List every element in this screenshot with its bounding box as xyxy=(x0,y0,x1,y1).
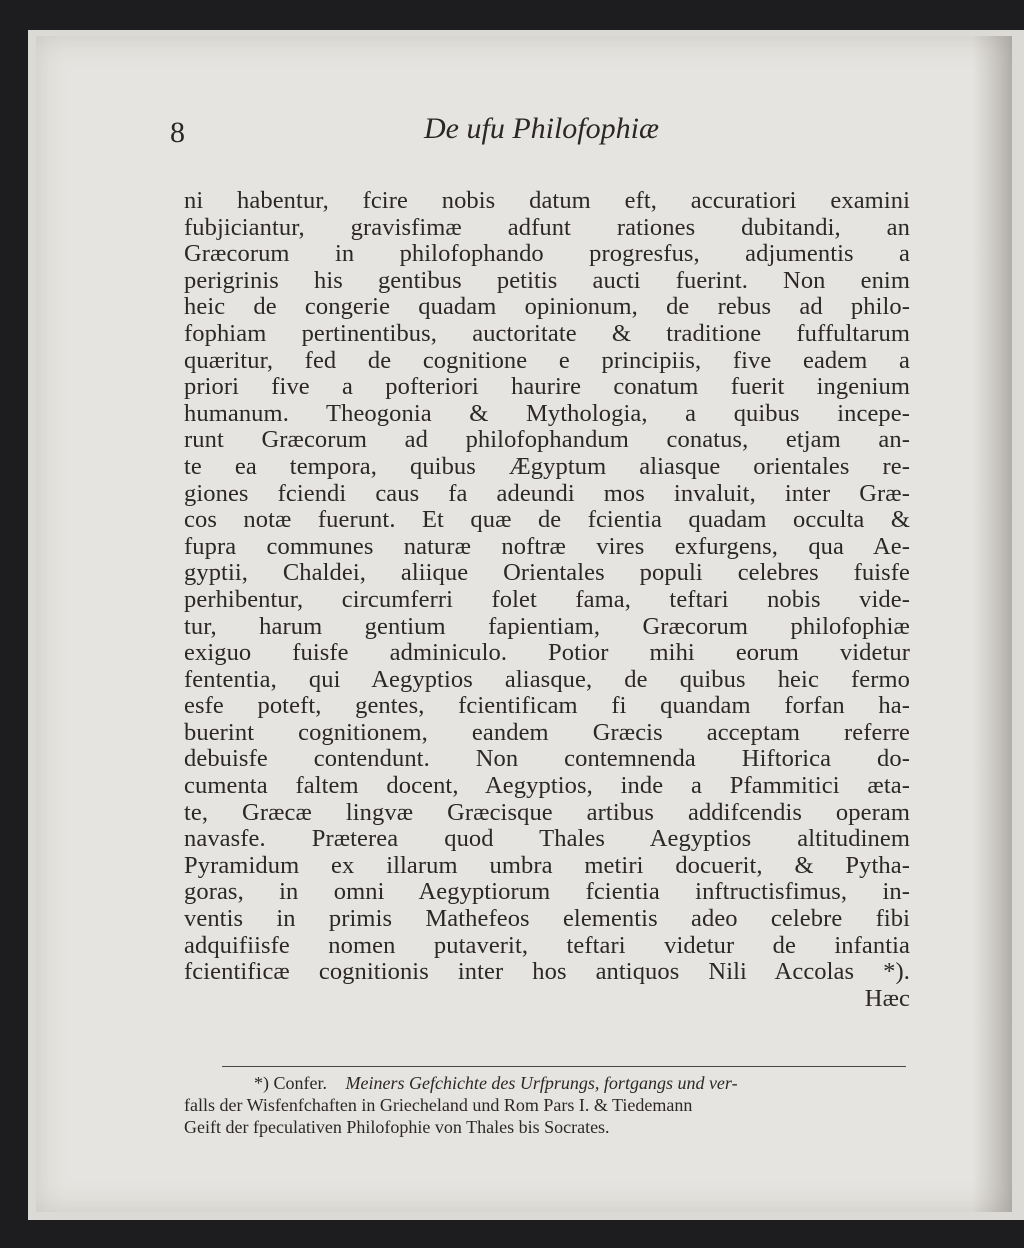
text-line: cumenta faltem docent, Aegyptios, inde a Pfammitici æta- xyxy=(184,772,910,800)
gutter-shadow xyxy=(972,36,1012,1212)
text-line: giones fciendi caus fa adeundi mos invaluit, inter Græ- xyxy=(184,479,910,507)
text-line: runt Græcorum ad philofophandum conatus, etjam an- xyxy=(184,426,910,454)
text-line: exiguo fuisfe adminiculo. Potior mihi eorum videtur xyxy=(184,639,910,667)
footnote xyxy=(184,1072,904,1138)
body-text xyxy=(184,188,910,1012)
text-line: te ea tempora, quibus Ægyptum aliasque orientales re- xyxy=(184,452,910,480)
text-line: priori five a pofteriori haurire conatum fuerit ingenium xyxy=(184,373,910,401)
text-line: Græcorum in philofophando progresfus, adjumentis a xyxy=(184,240,910,268)
text-line: ni habentur, fcire nobis datum eft, accuratiori examini xyxy=(184,187,910,214)
text-line: goras, in omni Aegyptiorum fcientia inftructisfimus, in- xyxy=(184,878,910,906)
text-line: te, Græcæ lingvæ Græcisque artibus addifcendis operam xyxy=(184,798,910,826)
text-line: adquifiisfe nomen putaverit, teftari videtur de infantia xyxy=(184,931,910,959)
text-line: fententia, qui Aegyptios aliasque, de quibus heic fermo xyxy=(184,665,910,693)
text-line: cos notæ fuerunt. Et quæ de fcientia quadam occulta & xyxy=(184,506,910,534)
text-line: ventis in primis Mathefeos elementis adeo celebre fibi xyxy=(184,905,910,933)
text-line: navasfe. Præterea quod Thales Aegyptios altitudinem xyxy=(184,825,910,853)
text-line: debuisfe contendunt. Non contemnenda Hiftorica do- xyxy=(184,745,910,773)
text-line: quæritur, fed de cognitione e principiis, five eadem a xyxy=(184,346,910,374)
text-line: fcientificæ cognitionis inter hos antiquos Nili Accolas *). xyxy=(184,958,910,986)
footnote-rule xyxy=(222,1066,906,1067)
text-line: Pyramidum ex illarum umbra metiri docuerit, & Pytha- xyxy=(184,851,910,879)
text-line: perhibentur, circumferri folet fama, teftari nobis vide- xyxy=(184,585,910,613)
footnote-line: Geift der fpeculativen Philofophie von Thales bis Socrates. xyxy=(184,1117,610,1137)
footnote-line: falls der Wisfenfchaften in Griecheland und Rom Pars I. & Tiedemann xyxy=(184,1095,693,1115)
text-line: fupra communes naturæ noftræ vires exfurgens, qua Ae- xyxy=(184,532,910,560)
text-line: heic de congerie quadam opinionum, de rebus ad philo- xyxy=(184,293,910,321)
text-line: fophiam pertinentibus, auctoritate & traditione fuffultarum xyxy=(184,319,910,347)
text-line: perigrinis his gentibus petitis aucti fuerint. Non enim xyxy=(184,266,910,294)
footnote-line xyxy=(184,1072,904,1094)
text-line: fubjiciantur, gravisfimæ adfunt rationes dubitandi, an xyxy=(184,213,910,241)
text-line: tur, harum gentium fapientiam, Græcorum philofophiæ xyxy=(184,612,910,640)
catchword: Hæc xyxy=(864,984,910,1012)
page-header xyxy=(170,112,870,152)
text-line: gyptii, Chaldei, aliique Orientales populi celebres fuisfe xyxy=(184,559,910,587)
footnote-citation: Meiners Gefchichte des Urfprungs, fortgangs und ver- xyxy=(345,1073,738,1093)
page-number: 8 xyxy=(170,116,185,149)
text-line: esfe poteft, gentes, fcientificam fi quandam forfan ha- xyxy=(184,692,910,720)
footnote-marker: *) Confer. xyxy=(254,1073,327,1093)
text-line: buerint cognitionem, eandem Græcis acceptam referre xyxy=(184,718,910,746)
running-head: De ufu Philofophiæ xyxy=(424,112,659,145)
text-line: humanum. Theogonia & Mythologia, a quibus incepe- xyxy=(184,399,910,427)
